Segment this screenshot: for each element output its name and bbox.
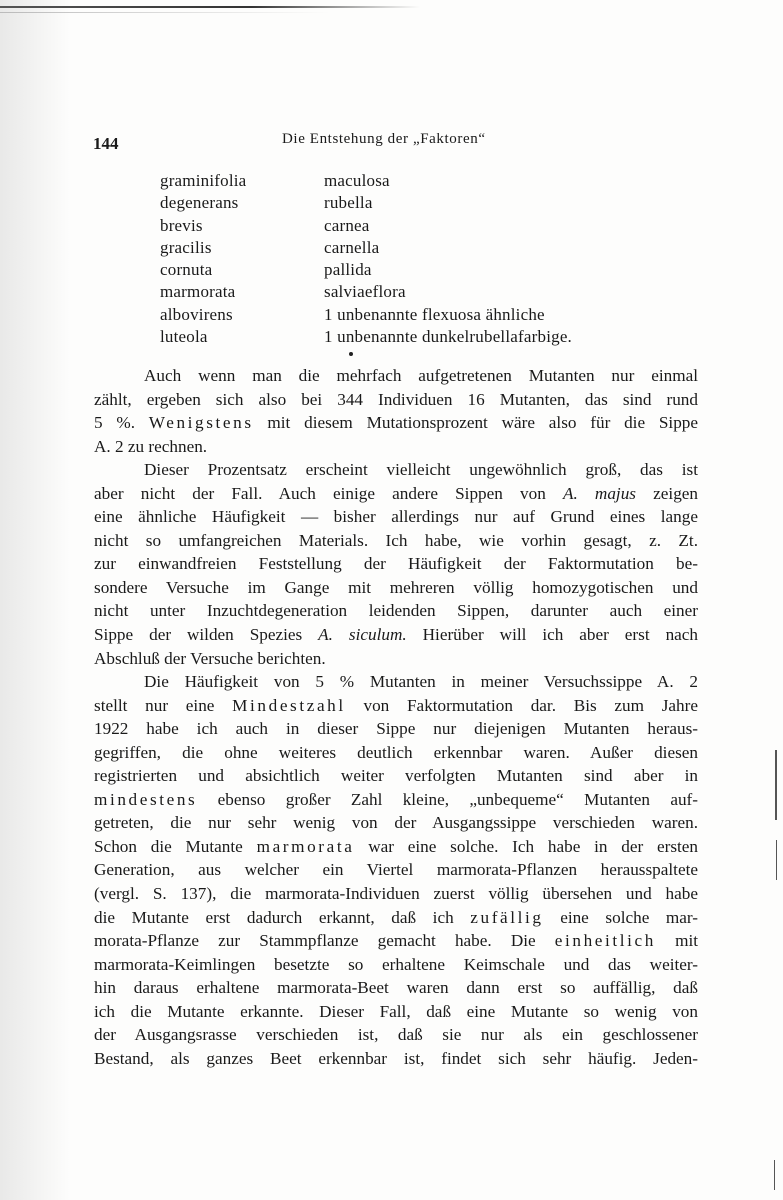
text-line: ich die Mutante erkannte. Dieser Fall, daß eine Mutante so wenig von (94, 1001, 698, 1021)
text-line: Sippe der wilden Spezies A. siculum. Hierüber will ich aber erst nach (94, 625, 699, 645)
mutant-name: gracilis (160, 237, 212, 257)
list-row (160, 237, 660, 259)
text-line: zählt, ergeben sich also bei 344 Individuen 16 Mutanten, das sind rund (94, 389, 698, 409)
text-line: nicht unter Inzuchtdegeneration leidenden Sippen, darunter auch einer (94, 601, 698, 621)
text-line: Auch wenn man die mehrfach aufgetretenen Mutanten nur einmal (144, 366, 698, 385)
species-name: A. majus (562, 483, 636, 503)
mutant-name: pallida (324, 260, 372, 280)
text-line: hin daraus erhaltene marmorata-Beet waren dann erst so auffällig, daß (94, 978, 698, 998)
scan-shadow (0, 0, 70, 1200)
mutant-name: salviaeflora (324, 282, 406, 302)
list-row (160, 192, 660, 214)
list-row (160, 281, 660, 303)
mutant-name: 1 unbenannte flexuosa ähnliche (324, 304, 545, 324)
mutant-list (160, 170, 660, 348)
paragraph (94, 364, 698, 458)
text-line: mindestens ebenso großer Zahl kleine, „unbequeme“ Mutanten auf- (94, 789, 698, 809)
text-line: stellt nur eine Mindestzahl von Faktormutation dar. Bis zum Jahre (94, 695, 698, 715)
mutant-name: carnea (324, 215, 370, 235)
text-line: 5 %. Wenigstens mit diesem Mutationsprozent wäre also für die Sippe (94, 413, 699, 433)
emphasis-spaced: Mindestzahl (232, 695, 346, 715)
scan-edge-mark (774, 1160, 775, 1190)
scan-edge-mark (775, 750, 777, 820)
mutant-name: carnella (324, 237, 380, 257)
mutant-name: graminifolia (160, 171, 247, 190)
mutant-name: marmorata (160, 282, 236, 302)
text-line: der Ausgangsrasse verschieden ist, daß sie nur als ein geschlossener (94, 1025, 698, 1045)
text-line: getreten, die nur sehr wenig von der Ausgangssippe verschieden waren. (94, 813, 698, 833)
page-number: 144 (93, 134, 119, 153)
list-row (160, 304, 660, 326)
text-line: morata-Pflanze zur Stammpflanze gemacht habe. Die einheitlich mit (94, 931, 699, 951)
list-row (160, 170, 660, 192)
text-line: Die Häufigkeit von 5 % Mutanten in meiner Versuchssippe A. 2 (144, 672, 698, 692)
emphasis-spaced: zufällig (470, 907, 544, 927)
text-line: zur einwandfreien Feststellung der Häufigkeit der Faktormutation be- (94, 554, 698, 574)
text-line: A. 2 zu rechnen. (94, 436, 208, 456)
emphasis-spaced: einheitlich (554, 931, 656, 951)
scan-edge-mark (776, 840, 777, 880)
mutant-name: luteola (160, 327, 208, 347)
text-line: Bestand, als ganzes Beet erkennbar ist, findet sich sehr häufig. Jeden- (94, 1048, 698, 1068)
mutant-name: degenerans (160, 193, 239, 213)
emphasis-spaced: Wenigstens (148, 413, 254, 433)
mutant-name: albovirens (160, 304, 233, 324)
text-line: nicht so umfangreichen Materials. Ich habe, wie vorhin gesagt, z. Zt. (94, 530, 698, 550)
text-line: sondere Versuche im Gange mit mehreren völlig homozygotischen und (94, 577, 698, 597)
mutant-name: 1 unbenannte dunkelrubellafarbige. (324, 327, 573, 347)
emphasis-spaced: marmorata (256, 836, 355, 856)
paragraph (94, 458, 698, 670)
paragraph (94, 670, 698, 1070)
text-line: Schon die Mutante marmorata war eine solche. Ich habe in der ersten (94, 836, 699, 856)
text-line: (vergl. S. 137), die marmorata-Individuen zuerst völlig übersehen und habe (94, 884, 698, 904)
text-line: gegriffen, die ohne weiteres deutlich erkennbar waren. Außer diesen (94, 742, 698, 762)
text-line: 1922 habe ich auch in dieser Sippe nur diejenigen Mutanten heraus- (94, 719, 698, 739)
mutant-name: rubella (324, 193, 373, 213)
ink-speck (349, 352, 353, 356)
text-line: aber nicht der Fall. Auch einige andere Sippen von A. majus zeigen (94, 483, 699, 503)
top-rule-faint (0, 12, 330, 13)
mutant-name: brevis (160, 215, 203, 235)
top-rule (0, 6, 420, 8)
text-line: marmorata-Keimlingen besetzte so erhaltene Keimschale und das weiter- (94, 954, 698, 974)
text-line: registrierten und absichtlich weiter verfolgten Mutanten sind aber in (94, 766, 698, 786)
mutant-name: cornuta (160, 260, 213, 280)
text-line: eine ähnliche Häufigkeit — bisher allerdings nur auf Grund eines lange (94, 507, 698, 527)
text-line: die Mutante erst dadurch erkannt, daß ich zufällig eine solche mar- (94, 907, 699, 927)
species-name: A. siculum. (318, 625, 407, 645)
text-line: Abschluß der Versuche berichten. (94, 648, 326, 668)
list-row (160, 259, 660, 281)
running-head: Die Entstehung der „Faktoren“ (282, 131, 486, 147)
mutant-name: maculosa (324, 171, 390, 190)
text-line: Generation, aus welcher ein Viertel marmorata-Pflanzen herausspaltete (94, 860, 698, 880)
emphasis-spaced: mindestens (94, 789, 198, 809)
text-line: Dieser Prozentsatz erscheint vielleicht ungewöhnlich groß, das ist (144, 460, 698, 480)
list-row (160, 326, 660, 348)
body-text (94, 364, 698, 1070)
list-row (160, 215, 660, 237)
